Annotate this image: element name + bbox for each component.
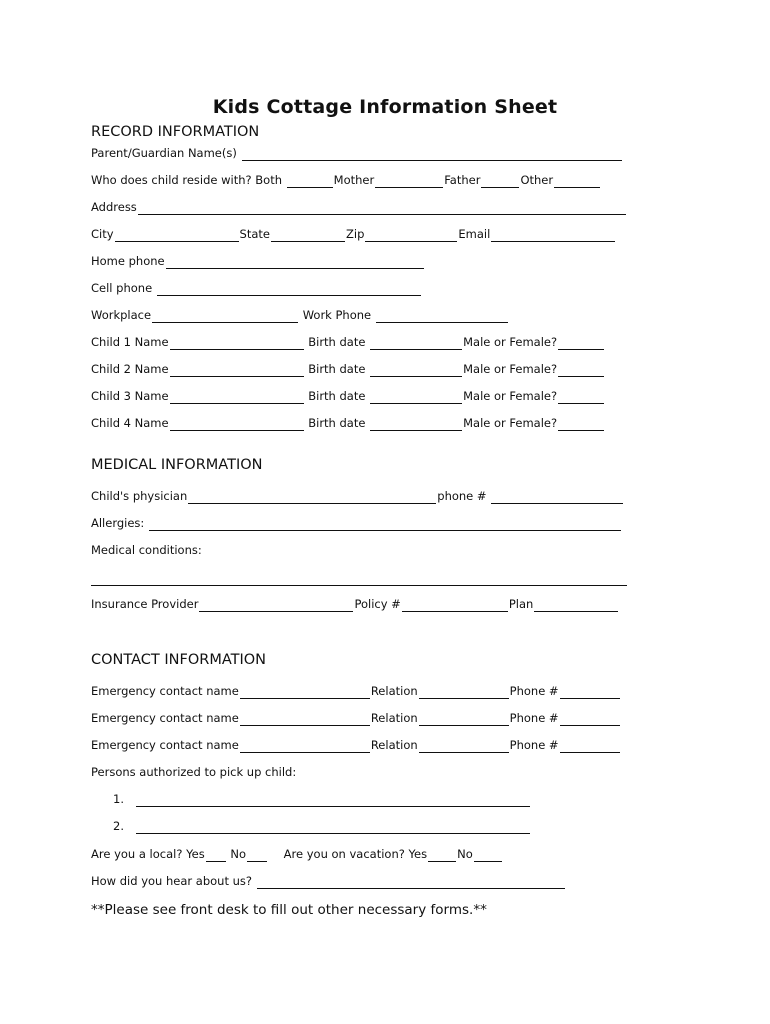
emergency-phone-label: Phone # bbox=[509, 684, 559, 698]
work-phone-label: Work Phone bbox=[302, 308, 372, 322]
city-field[interactable] bbox=[115, 228, 239, 242]
conditions-row bbox=[91, 542, 202, 558]
child-gender-field[interactable] bbox=[558, 417, 604, 431]
hear-about-row bbox=[91, 873, 566, 889]
child-gender-label: Male or Female? bbox=[463, 416, 558, 430]
child-name-label: Child 4 Name bbox=[91, 416, 169, 430]
workplace-row bbox=[91, 307, 509, 323]
home-phone-label: Home phone bbox=[91, 254, 165, 268]
child-gender-label: Male or Female? bbox=[463, 335, 558, 349]
hear-about-label: How did you hear about us? bbox=[91, 874, 252, 888]
vacation-question: Are you on vacation? bbox=[283, 847, 405, 861]
conditions-line-row bbox=[91, 570, 627, 586]
emergency-row bbox=[91, 710, 621, 726]
record-heading: RECORD INFORMATION bbox=[91, 124, 260, 140]
workplace-label: Workplace bbox=[91, 308, 152, 322]
emergency-relation-label: Relation bbox=[370, 684, 418, 698]
child-gender-label: Male or Female? bbox=[463, 389, 558, 403]
emergency-name-field[interactable] bbox=[240, 685, 370, 699]
local-no-field[interactable] bbox=[247, 848, 267, 862]
plan-label: Plan bbox=[508, 597, 534, 611]
child-gender-field[interactable] bbox=[558, 336, 604, 350]
authorized-row bbox=[91, 764, 296, 780]
reside-both-field[interactable] bbox=[287, 174, 333, 188]
child-name-field[interactable] bbox=[170, 390, 304, 404]
reside-father-field[interactable] bbox=[481, 174, 519, 188]
hear-about-field[interactable] bbox=[257, 875, 565, 889]
parent-row bbox=[91, 145, 623, 161]
home-phone-row bbox=[91, 253, 425, 269]
emergency-name-field[interactable] bbox=[240, 739, 370, 753]
insurance-label: Insurance Provider bbox=[91, 597, 199, 611]
reside-row bbox=[91, 172, 601, 188]
child-name-field[interactable] bbox=[170, 363, 304, 377]
address-field[interactable] bbox=[138, 201, 626, 215]
parent-label: Parent/Guardian Name(s) bbox=[91, 146, 237, 160]
work-phone-field[interactable] bbox=[376, 309, 508, 323]
child-row bbox=[91, 415, 605, 431]
child-row bbox=[91, 361, 605, 377]
vacation-no-label: No bbox=[457, 847, 473, 861]
city-label: City bbox=[91, 227, 114, 241]
child-name-label: Child 2 Name bbox=[91, 362, 169, 376]
child-row bbox=[91, 388, 605, 404]
email-label: Email bbox=[458, 227, 491, 241]
footer-note: **Please see front desk to fill out other necessary forms.** bbox=[91, 902, 487, 918]
state-field[interactable] bbox=[271, 228, 345, 242]
conditions-field[interactable] bbox=[91, 572, 627, 586]
address-label: Address bbox=[91, 200, 137, 214]
page-title: Kids Cottage Information Sheet bbox=[212, 96, 558, 118]
reside-father-label: Father bbox=[444, 173, 481, 187]
authorized-1-field[interactable] bbox=[136, 793, 530, 807]
address-row bbox=[91, 199, 627, 215]
physician-row bbox=[91, 488, 624, 504]
emergency-row bbox=[91, 737, 621, 753]
plan-field[interactable] bbox=[534, 598, 618, 612]
physician-label: Child's physician bbox=[91, 489, 188, 503]
child-birth-field[interactable] bbox=[370, 390, 462, 404]
child-birth-field[interactable] bbox=[370, 417, 462, 431]
local-vacation-row bbox=[91, 846, 503, 862]
emergency-row bbox=[91, 683, 621, 699]
child-name-label: Child 3 Name bbox=[91, 389, 169, 403]
allergies-row bbox=[91, 515, 622, 531]
authorized-person-row bbox=[113, 791, 531, 807]
child-name-field[interactable] bbox=[170, 417, 304, 431]
child-gender-field[interactable] bbox=[558, 363, 604, 377]
contact-heading: CONTACT INFORMATION bbox=[91, 652, 267, 668]
city-row bbox=[91, 226, 616, 242]
medical-heading: MEDICAL INFORMATION bbox=[91, 457, 263, 473]
emergency-relation-field[interactable] bbox=[419, 712, 509, 726]
cell-phone-label: Cell phone bbox=[91, 281, 153, 295]
parent-field[interactable] bbox=[242, 147, 622, 161]
home-phone-field[interactable] bbox=[166, 255, 424, 269]
emergency-name-label: Emergency contact name bbox=[91, 684, 239, 698]
policy-label: Policy # bbox=[354, 597, 401, 611]
zip-label: Zip bbox=[346, 227, 365, 241]
allergies-label: Allergies: bbox=[91, 516, 145, 530]
vacation-no-field[interactable] bbox=[474, 848, 502, 862]
reside-mother-field[interactable] bbox=[375, 174, 443, 188]
child-name-label: Child 1 Name bbox=[91, 335, 169, 349]
emergency-name-field[interactable] bbox=[240, 712, 370, 726]
child-row bbox=[91, 334, 605, 350]
zip-field[interactable] bbox=[365, 228, 457, 242]
allergies-field[interactable] bbox=[149, 517, 621, 531]
workplace-field[interactable] bbox=[152, 309, 298, 323]
emergency-relation-field[interactable] bbox=[419, 739, 509, 753]
local-yes-label: Yes bbox=[186, 847, 205, 861]
emergency-phone-field[interactable] bbox=[560, 685, 620, 699]
emergency-phone-field[interactable] bbox=[560, 712, 620, 726]
local-no-label: No bbox=[230, 847, 246, 861]
cell-phone-field[interactable] bbox=[157, 282, 421, 296]
emergency-relation-label: Relation bbox=[370, 738, 418, 752]
physician-phone-field[interactable] bbox=[491, 490, 623, 504]
emergency-phone-label: Phone # bbox=[509, 711, 559, 725]
reside-other-field[interactable] bbox=[554, 174, 600, 188]
insurance-row bbox=[91, 596, 619, 612]
child-gender-field[interactable] bbox=[558, 390, 604, 404]
child-birth-field[interactable] bbox=[370, 363, 462, 377]
authorized-1-label: 1. bbox=[113, 792, 124, 806]
reside-label: Who does child reside with? Both bbox=[91, 173, 283, 187]
policy-field[interactable] bbox=[402, 598, 508, 612]
email-field[interactable] bbox=[491, 228, 615, 242]
child-birth-field[interactable] bbox=[370, 336, 462, 350]
reside-other-label: Other bbox=[520, 173, 554, 187]
vacation-yes-field[interactable] bbox=[428, 848, 456, 862]
vacation-yes-label: Yes bbox=[408, 847, 428, 861]
cell-phone-row bbox=[91, 280, 422, 296]
child-birth-label: Birth date bbox=[308, 416, 366, 430]
state-label: State bbox=[239, 227, 270, 241]
authorized-label: Persons authorized to pick up child: bbox=[91, 765, 297, 779]
physician-phone-label: phone # bbox=[437, 489, 487, 503]
child-name-field[interactable] bbox=[170, 336, 304, 350]
conditions-label: Medical conditions: bbox=[91, 543, 202, 557]
child-birth-label: Birth date bbox=[308, 335, 366, 349]
emergency-phone-label: Phone # bbox=[509, 738, 559, 752]
child-birth-label: Birth date bbox=[308, 389, 366, 403]
insurance-field[interactable] bbox=[199, 598, 353, 612]
reside-mother-label: Mother bbox=[333, 173, 375, 187]
emergency-phone-field[interactable] bbox=[560, 739, 620, 753]
authorized-2-label: 2. bbox=[113, 819, 124, 833]
emergency-relation-field[interactable] bbox=[419, 685, 509, 699]
child-birth-label: Birth date bbox=[308, 362, 366, 376]
child-gender-label: Male or Female? bbox=[463, 362, 558, 376]
authorized-2-field[interactable] bbox=[136, 820, 530, 834]
emergency-name-label: Emergency contact name bbox=[91, 711, 239, 725]
physician-field[interactable] bbox=[188, 490, 436, 504]
emergency-name-label: Emergency contact name bbox=[91, 738, 239, 752]
authorized-person-row bbox=[113, 818, 531, 834]
local-question: Are you a local? bbox=[91, 847, 183, 861]
emergency-relation-label: Relation bbox=[370, 711, 418, 725]
local-yes-field[interactable] bbox=[206, 848, 226, 862]
